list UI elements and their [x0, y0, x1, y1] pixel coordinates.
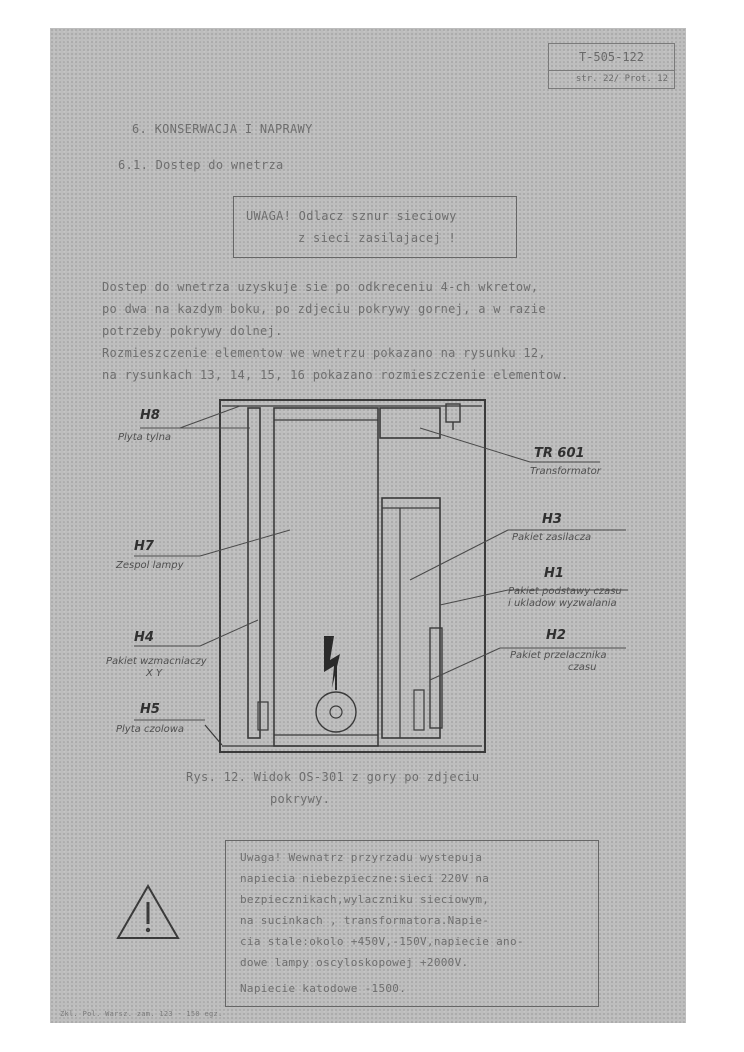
label-h5-code: H5 [140, 702, 160, 717]
body-line: na rysunkach 13, 14, 15, 16 pokazano rozmieszczenie elementow. [102, 368, 569, 382]
label-h2-text: Pakiet przelacznika [510, 650, 607, 661]
label-h1-text2: i ukladow wyzwalania [508, 598, 617, 609]
warning-line: Napiecie katodowe -1500. [240, 982, 407, 995]
warning-line: dowe lampy oscyloskopowej +2000V. [240, 956, 469, 969]
label-h8-code: H8 [140, 408, 160, 423]
warning-line: na sucinkach , transformatora.Napie- [240, 914, 490, 927]
body-line: Dostep do wnetrza uzyskuje sie po odkreceniu 4-ch wkretow, [102, 280, 539, 294]
section-subheading: 6.1. Dostep do wnetrza [118, 158, 284, 172]
label-h5-text: Plyta czolowa [116, 724, 185, 735]
warning-line: z sieci zasilajacej ! [298, 231, 457, 245]
stamp-sheet: str. 22/ Prot. 12 [575, 74, 668, 84]
body-line: Rozmieszczenie elementow we wnetrzu pokazano na rysunku 12, [102, 346, 546, 360]
label-h8-text: Plyta tylna [118, 432, 172, 443]
label-h3-text: Pakiet zasilacza [512, 532, 592, 543]
body-line: po dwa na kazdym boku, po zdjeciu pokrywy gornej, a w razie [102, 302, 546, 316]
warning-line: cia stale:okolo +450V,-150V,napiecie ano- [240, 935, 524, 948]
label-h1-text: Pakiet podstawy czasu [508, 586, 622, 597]
warning-line: napiecia niebezpieczne:sieci 220V na [240, 872, 490, 885]
figure-caption: Rys. 12. Widok OS-301 z gory po zdjeciu [186, 770, 480, 784]
warning-box-voltage [225, 840, 599, 1007]
warning-line: Uwaga! Wewnatrz przyrzadu wystepuja [240, 851, 483, 864]
label-h2-code: H2 [546, 628, 566, 643]
label-tr601-text: Transformator [530, 466, 601, 477]
section-heading: 6. KONSERWACJA I NAPRAWY [132, 122, 313, 136]
label-h4-text: Pakiet wzmacniaczy [106, 656, 207, 667]
label-h1-code: H1 [544, 566, 564, 581]
label-h4-code: H4 [134, 630, 154, 645]
label-h4-text2: X Y [146, 668, 163, 679]
label-h7-text: Zespol lampy [116, 560, 184, 571]
label-h7-code: H7 [134, 539, 154, 554]
warning-line: UWAGA! Odlacz sznur sieciowy [246, 209, 457, 223]
body-line: potrzeby pokrywy dolnej. [102, 324, 283, 338]
warning-line: bezpiecznikach,wylaczniku sieciowym, [240, 893, 490, 906]
label-tr601-code: TR 601 [534, 446, 585, 461]
label-h2-text2: czasu [568, 662, 597, 673]
print-footer: Zkl. Pol. Warsz. zam. 123 - 150 egz. [60, 1010, 223, 1018]
label-h3-code: H3 [542, 512, 562, 527]
stamp-doc-number: T-505-122 [549, 44, 674, 71]
figure-caption-line2: pokrywy. [270, 792, 331, 806]
